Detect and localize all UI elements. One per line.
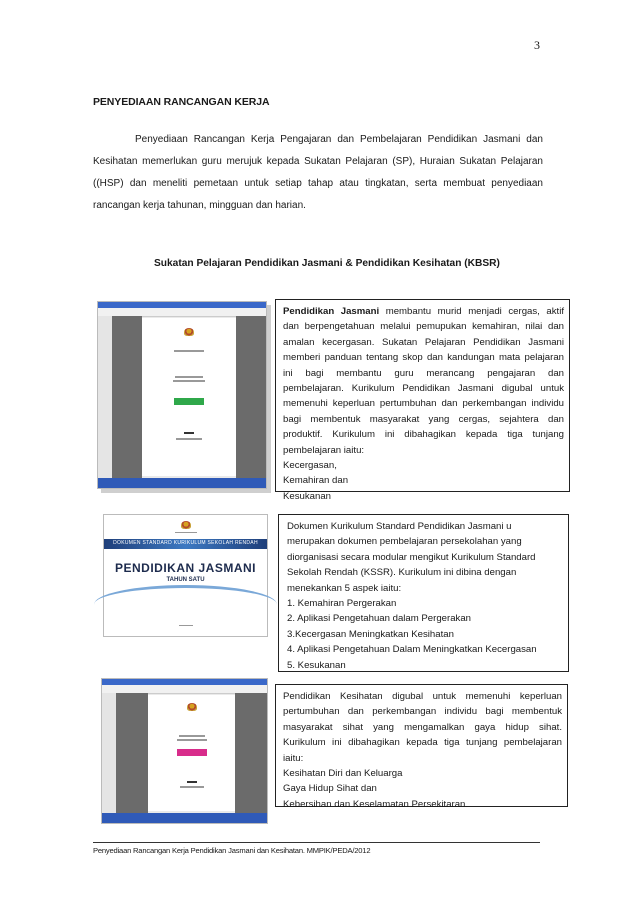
intro-paragraph [93, 129, 543, 217]
box-line: memberi panduan tentang skop dan kandungan mata pelajaran [283, 352, 564, 364]
intro-line: rancangan kerja tahunan, mingguan dan harian. [93, 200, 306, 211]
page-footer: Penyediaan Rancangan Kerja Pendidikan Jasmani dan Kesihatan. MMPIK/PEDA/2012 [93, 846, 371, 855]
box-line: Kurikulum ini dibahagikan kepada tiga tunjang pembelajaran [283, 737, 562, 749]
cover-text-line [177, 739, 207, 741]
window-taskbar [102, 813, 267, 823]
box-line: masyarakat sihat yang mengamalkan gaya hidup sihat. [283, 721, 562, 733]
cover-text-line [173, 380, 205, 382]
cover-text-line [174, 350, 204, 352]
syllabus-subheading: Sukatan Pelajaran Pendidikan Jasmani & Pendidikan Kesihatan (KBSR) [154, 258, 500, 269]
green-title-bar [174, 398, 204, 405]
box-line: menekankan 5 aspek iaitu: [287, 582, 402, 594]
window-sidebar [98, 316, 112, 478]
box-line: Pendidikan Kesihatan digubal untuk memenuhi keperluan [283, 691, 562, 702]
box-line: Kemahiran dan [283, 475, 349, 487]
aspect-item: 5. Kesukanan [287, 659, 346, 671]
cover-swoosh [94, 585, 277, 624]
cover-year [187, 781, 197, 783]
crest-icon [187, 703, 197, 711]
box-line: Kebersihan dan Keselamatan Persekitaran. [283, 798, 469, 810]
box-line: amalan kecergasan. Sukatan Pelajaran Pendidikan Jasmani [283, 336, 564, 348]
aspect-item: 1. Kemahiran Pergerakan [287, 598, 397, 610]
window-sidebar [102, 693, 116, 813]
box-line: dan berpengetahuan melalui pemupukan kemahiran, nilai dan [283, 321, 564, 333]
cover-text-line [179, 735, 205, 737]
pink-title-bar [177, 749, 207, 756]
document-page [148, 695, 235, 811]
window-gray-margin [116, 693, 148, 813]
kssr-cover-image [103, 514, 268, 637]
box-line: Gaya Hidup Sihat dan [283, 783, 377, 795]
cover-date-line [179, 625, 193, 626]
document-page [142, 318, 236, 476]
cover-subtitle: TAHUN SATU [166, 577, 205, 583]
box-line: ini bagi membantu guru merancang pengajaran dan [283, 367, 564, 379]
kssr-description-box [278, 514, 569, 672]
syllabus-pk-screenshot [101, 678, 268, 824]
cover-text-line [176, 438, 202, 440]
box-line: Kecergasan, [283, 460, 337, 472]
cover-title: PENDIDIKAN JASMANI [114, 561, 256, 575]
box-text: membantu murid menjadi cergas, aktif [379, 306, 564, 317]
box-line: Dokumen Kurikulum Standard Pendidikan Jasmani u [287, 521, 512, 532]
aspect-item: 4. Aplikasi Pengetahuan Dalam Meningkatkan Kecergasan [287, 644, 537, 656]
cover-banner-text: DOKUMEN STANDARD KURIKULUM SEKOLAH RENDAH [113, 540, 258, 546]
cover-text-line [180, 786, 204, 788]
box-line: Kesihatan Diri dan Keluarga [283, 768, 403, 780]
pj-bold-lead: Pendidikan Jasmani [283, 306, 380, 317]
pj-description-box [275, 299, 570, 502]
aspect-item: 2. Aplikasi Pengetahuan dalam Pergerakan [287, 613, 472, 625]
crest-icon [184, 328, 194, 336]
box-line: Kesukanan [283, 490, 332, 502]
box-line: diorganisasi secara modular mengikut Kurikulum Standard [287, 551, 536, 563]
box-line: merupakan dokumen pembelajaran persekolahan yang [287, 536, 522, 548]
crest-icon [181, 521, 191, 529]
page-number: 3 [534, 38, 540, 52]
box-line: memenuhi keperluan pertumbuhan dan perkembangan individu [283, 398, 564, 410]
box-line: pembelajaran iaitu: [283, 444, 365, 456]
cover-text-line [175, 532, 197, 533]
window-gray-margin [236, 316, 266, 478]
window-gray-margin [112, 316, 142, 478]
footer-rule [93, 842, 540, 843]
intro-line: ((HSP) dan meneliti pemetaan untuk setiap tahap atau tingkatan, serta membuat penyediaan [93, 178, 543, 189]
pk-description-box [275, 684, 568, 810]
cover-text-line [175, 376, 203, 378]
window-taskbar [98, 478, 266, 488]
box-line: produktif. Kurikulum ini dibahagikan kepada tiga tunjang [283, 429, 564, 441]
box-line: iaitu: [283, 752, 304, 764]
box-line: pembelajaran. Kurikulum Pendidikan Jasmani digubal untuk [283, 383, 564, 395]
box-line [283, 304, 564, 319]
section-heading: PENYEDIAAN RANCANGAN KERJA [93, 96, 270, 108]
intro-line: Kesihatan memerlukan guru merujuk kepada Sukatan Pelajaran (SP), Huraian Sukatan Pelajaran [93, 156, 543, 167]
intro-line: Penyediaan Rancangan Kerja Pengajaran dan Pembelajaran Pendidikan Jasmani dan [135, 134, 543, 145]
window-gray-margin [235, 693, 267, 813]
box-line: bagi membentuk masyarakat yang cergas, sejahtera dan [283, 413, 564, 425]
syllabus-pj-screenshot [97, 301, 267, 489]
aspect-item: 3.Kecergasan Meningkatkan Kesihatan [287, 628, 454, 640]
box-line: Sekolah Rendah (KSSR). Kurikulum ini dibina dengan [287, 567, 517, 579]
box-line: pertumbuhan dan perkembangan individu bagi membentuk [283, 706, 562, 718]
cover-year [184, 432, 194, 434]
cover-page [104, 515, 267, 636]
